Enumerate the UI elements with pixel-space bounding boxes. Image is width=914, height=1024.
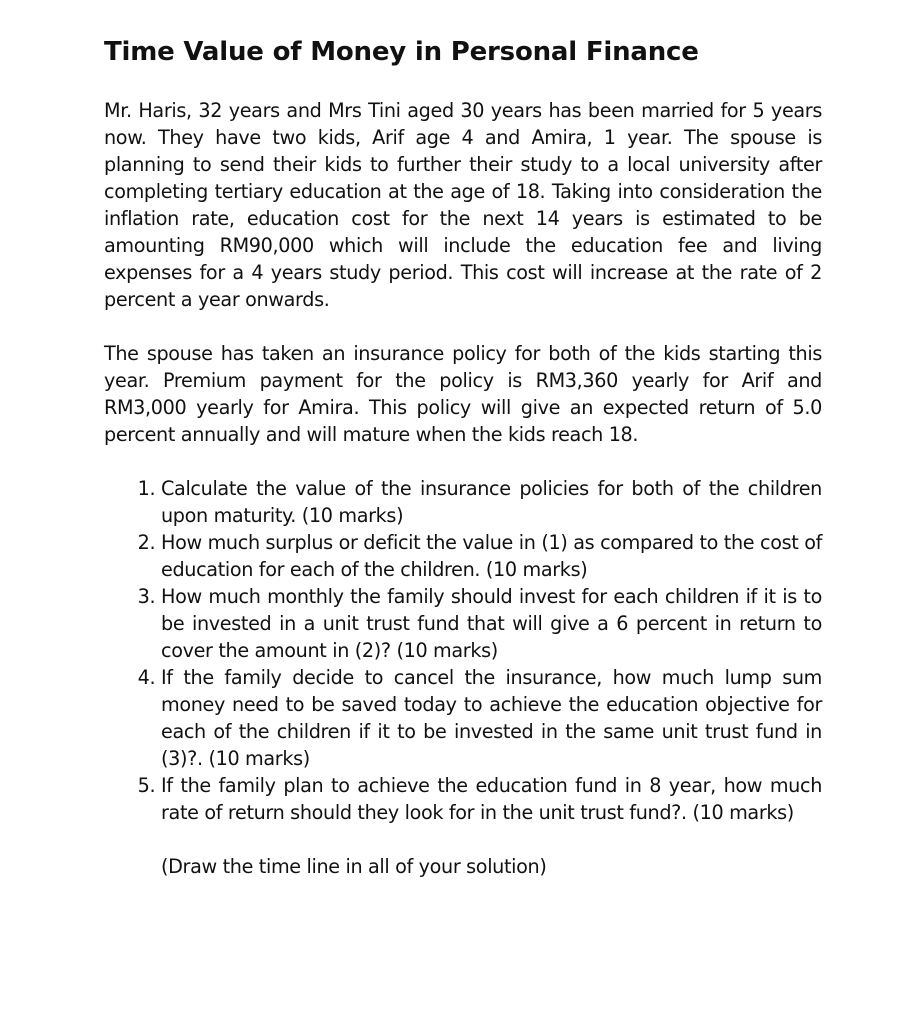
- paragraph-background: Mr. Haris, 32 years and Mrs Tini aged 30 years has been married for 5 years now. They have two kids, Arif age 4 and Amira, 1 year. The spouse is planning to send their kids to further their study to a local university after completing tertiary education at the age of 18. Taking into consideration the inflation rate, education cost for the next 14 years is estimated to be amounting RM90,000 which will include the education fee and living expenses for a 4 years study period. This cost will increase at the rate of 2 percent a year onwards.: [104, 99, 822, 311]
- question-item: 5. If the family plan to achieve the education fund in 8 year, how much rate of return should they look for in the unit trust fund?. (10 marks): [161, 772, 822, 826]
- instruction-note: (Draw the time line in all of your solution): [161, 855, 547, 878]
- question-list: [104, 475, 822, 826]
- paragraph-insurance: The spouse has taken an insurance policy for both of the kids starting this year. Premium payment for the policy is RM3,360 yearly for Arif and RM3,000 yearly for Amira. This policy will give an expected return of 5.0 percent annually and will mature when the kids reach 18.: [104, 342, 822, 446]
- document-page: [104, 32, 822, 880]
- question-item: 1. Calculate the value of the insurance policies for both of the children upon maturity. (10 marks): [161, 475, 822, 529]
- document-title: Time Value of Money in Personal Finance: [104, 37, 699, 67]
- question-item: 3. How much monthly the family should invest for each children if it is to be invested in a unit trust fund that will give a 6 percent in return to cover the amount in (2)? (10 marks): [161, 583, 822, 664]
- question-item: 4. If the family decide to cancel the insurance, how much lump sum money need to be saved today to achieve the education objective for each of the children if it to be invested in the same unit trust fund in (3)?. (10 marks): [161, 664, 822, 772]
- question-item: 2. How much surplus or deficit the value in (1) as compared to the cost of education for each of the children. (10 marks): [161, 529, 822, 583]
